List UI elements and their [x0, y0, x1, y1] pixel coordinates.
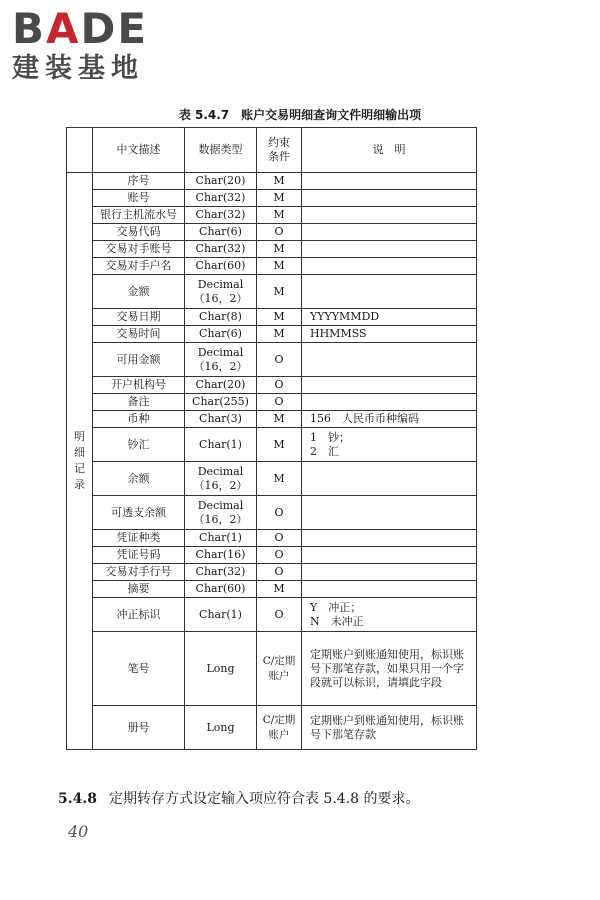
description-cell: 1 钞； 2 汇 [302, 428, 477, 462]
header-cn-desc: 中文描述 [93, 128, 185, 173]
table-row [67, 394, 477, 411]
logo-latin-text [12, 6, 187, 52]
constraint-cell: O [257, 343, 302, 377]
data-type-cell: Char(20) [185, 377, 257, 394]
description-cell [302, 547, 477, 564]
table-row [67, 275, 477, 309]
description-cell [302, 224, 477, 241]
constraint-cell: M [257, 309, 302, 326]
header-data-type: 数据类型 [185, 128, 257, 173]
table-row [67, 309, 477, 326]
table-row [67, 377, 477, 394]
description-cell [302, 530, 477, 547]
table-row [67, 428, 477, 462]
field-name-cell: 钞汇 [93, 428, 185, 462]
field-name-cell: 币种 [93, 411, 185, 428]
field-name-cell: 凭证种类 [93, 530, 185, 547]
header-constraint [257, 128, 302, 173]
table-row [67, 581, 477, 598]
constraint-cell: M [257, 462, 302, 496]
data-type-cell: Char(20) [185, 173, 257, 190]
table-row [67, 706, 477, 750]
data-type-cell: Char(32) [185, 190, 257, 207]
header-blank-cell [67, 128, 93, 173]
table-row [67, 241, 477, 258]
table-row [67, 258, 477, 275]
constraint-cell: M [257, 241, 302, 258]
header-description: 说 明 [302, 128, 477, 173]
logo-letters-right: DE [80, 4, 149, 53]
data-type-cell: Char(8) [185, 309, 257, 326]
table-row [67, 326, 477, 343]
description-cell [302, 462, 477, 496]
description-cell: 定期账户到账通知使用，标识账号下那笔存款，如果只用一个字段就可以标识，请填此字段 [302, 632, 477, 706]
field-name-cell: 笔号 [93, 632, 185, 706]
constraint-cell: M [257, 326, 302, 343]
field-name-cell: 交易对手账号 [93, 241, 185, 258]
constraint-cell: M [257, 411, 302, 428]
constraint-cell: C/定期账户 [257, 632, 302, 706]
description-cell: YYYYMMDD [302, 309, 477, 326]
description-cell: 定期账户到账通知使用，标识账号下那笔存款 [302, 706, 477, 750]
constraint-cell: O [257, 394, 302, 411]
description-cell [302, 241, 477, 258]
table-row [67, 462, 477, 496]
constraint-cell: M [257, 190, 302, 207]
constraint-cell: M [257, 258, 302, 275]
data-type-cell: Long [185, 632, 257, 706]
table-title: 账户交易明细查询文件明细输出项 [241, 108, 422, 122]
field-name-cell: 交易时间 [93, 326, 185, 343]
section-number: 5.4.8 [58, 791, 97, 807]
field-name-cell: 册号 [93, 706, 185, 750]
field-name-cell: 可用金额 [93, 343, 185, 377]
constraint-cell: M [257, 428, 302, 462]
description-cell [302, 581, 477, 598]
field-name-cell: 凭证号码 [93, 547, 185, 564]
table-row [67, 632, 477, 706]
constraint-cell: O [257, 377, 302, 394]
table-row [67, 207, 477, 224]
table-number: 表 5.4.7 [178, 108, 230, 122]
data-type-cell: Decimal（16，2） [185, 496, 257, 530]
constraint-cell: C/定期账户 [257, 706, 302, 750]
description-cell [302, 258, 477, 275]
description-cell: Y 冲正； N 未冲正 [302, 598, 477, 632]
data-type-cell: Char(6) [185, 224, 257, 241]
constraint-cell: M [257, 173, 302, 190]
field-name-cell: 交易代码 [93, 224, 185, 241]
data-type-cell: Char(1) [185, 598, 257, 632]
constraint-cell: O [257, 564, 302, 581]
table-row [67, 190, 477, 207]
field-name-cell: 摘要 [93, 581, 185, 598]
description-cell [302, 190, 477, 207]
description-cell [302, 207, 477, 224]
field-name-cell: 账号 [93, 190, 185, 207]
data-type-cell: Decimal（16，2） [185, 275, 257, 309]
constraint-cell: O [257, 530, 302, 547]
data-type-cell: Char(32) [185, 564, 257, 581]
data-type-cell: Char(6) [185, 326, 257, 343]
section-note [58, 788, 420, 808]
table-row [67, 411, 477, 428]
table-row [67, 530, 477, 547]
field-name-cell: 序号 [93, 173, 185, 190]
table-row [67, 547, 477, 564]
section-text: 定期转存方式设定输入项应符合表 5.4.8 的要求。 [108, 791, 420, 807]
group-label: 明细记录 [74, 430, 85, 491]
description-cell [302, 377, 477, 394]
constraint-cell: O [257, 547, 302, 564]
table-caption [0, 106, 600, 123]
table-row [67, 343, 477, 377]
data-type-cell: Char(1) [185, 530, 257, 547]
description-cell [302, 564, 477, 581]
data-type-cell: Char(255) [185, 394, 257, 411]
description-cell: 156 人民币币种编码 [302, 411, 477, 428]
table-header-row [67, 128, 477, 173]
field-name-cell: 余额 [93, 462, 185, 496]
field-name-cell: 交易对手行号 [93, 564, 185, 581]
output-fields-table [66, 127, 477, 750]
data-type-cell: Char(32) [185, 241, 257, 258]
field-name-cell: 开户机构号 [93, 377, 185, 394]
data-type-cell: Char(60) [185, 258, 257, 275]
constraint-cell: O [257, 598, 302, 632]
description-cell [302, 394, 477, 411]
data-type-cell: Char(60) [185, 581, 257, 598]
logo-chinese-text: 建装基地 [12, 53, 144, 84]
description-cell [302, 173, 477, 190]
field-name-cell: 交易对手户名 [93, 258, 185, 275]
field-name-cell: 冲正标识 [93, 598, 185, 632]
description-cell: HHMMSS [302, 326, 477, 343]
field-name-cell: 银行主机流水号 [93, 207, 185, 224]
constraint-cell: O [257, 224, 302, 241]
header-constraint-text: 约束条件 [268, 136, 290, 163]
data-type-cell: Char(32) [185, 207, 257, 224]
description-cell [302, 496, 477, 530]
field-name-cell: 备注 [93, 394, 185, 411]
table-row [67, 496, 477, 530]
data-type-cell: Char(1) [185, 428, 257, 462]
description-cell [302, 275, 477, 309]
field-name-cell: 可透支余额 [93, 496, 185, 530]
table-body [67, 173, 477, 750]
data-type-cell: Long [185, 706, 257, 750]
constraint-cell: M [257, 581, 302, 598]
logo-letter-accent: A [46, 4, 81, 53]
data-type-cell: Char(3) [185, 411, 257, 428]
table-row [67, 173, 477, 190]
field-name-cell: 金额 [93, 275, 185, 309]
constraint-cell: O [257, 496, 302, 530]
group-label-cell [67, 173, 93, 750]
constraint-cell: M [257, 207, 302, 224]
bade-logo [12, 6, 187, 96]
logo-letters-left: B [12, 4, 47, 53]
field-name-cell: 交易日期 [93, 309, 185, 326]
data-type-cell: Char(16) [185, 547, 257, 564]
constraint-cell: M [257, 275, 302, 309]
page-number: 40 [68, 822, 89, 841]
data-type-cell: Decimal（16，2） [185, 343, 257, 377]
table-row [67, 224, 477, 241]
data-type-cell: Decimal（16，2） [185, 462, 257, 496]
description-cell [302, 343, 477, 377]
table-row [67, 598, 477, 632]
table-row [67, 564, 477, 581]
